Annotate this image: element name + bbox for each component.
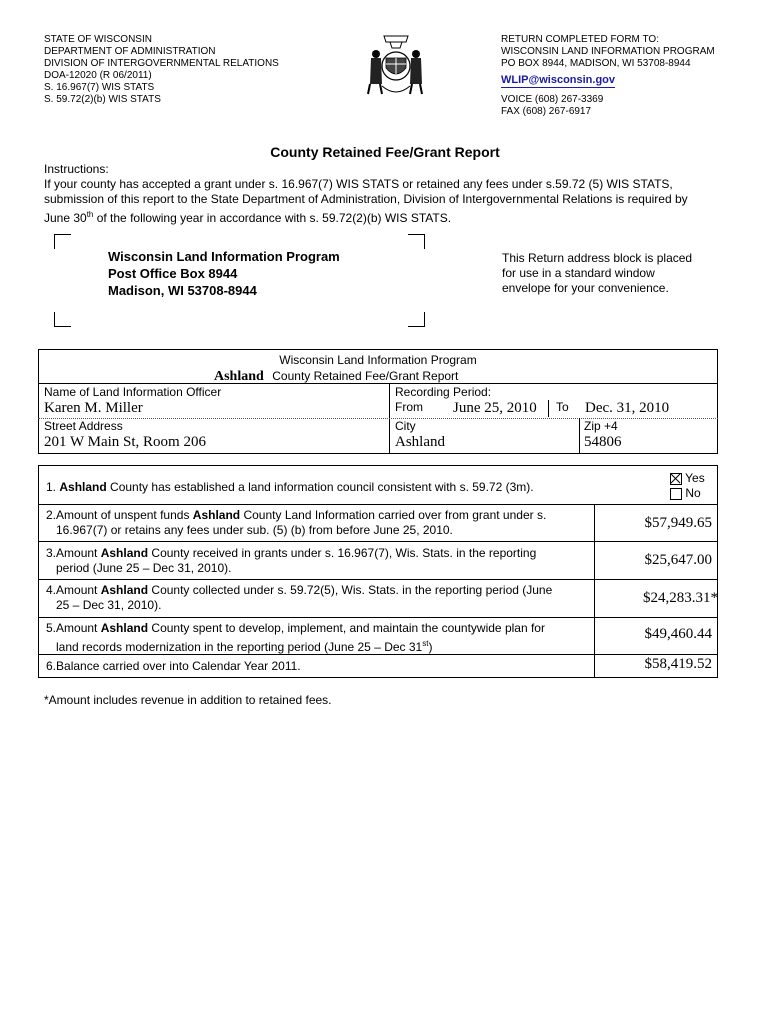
no-label: No xyxy=(685,486,701,500)
page-title: County Retained Fee/Grant Report xyxy=(270,144,500,160)
header-line: S. 59.72(2)(b) WIS STATS xyxy=(44,94,161,105)
question-6 xyxy=(46,659,301,674)
return-to-label: RETURN COMPLETED FORM TO: xyxy=(501,34,659,45)
wisconsin-seal-icon xyxy=(360,28,432,100)
city-label: City xyxy=(395,419,416,433)
yes-option[interactable] xyxy=(670,471,705,485)
instructions-line: If your county has accepted a grant under s. 16.967(7) WIS STATS or retained any fees under s.59.72 (5) WIS STATS, xyxy=(44,177,673,191)
divider xyxy=(38,383,718,384)
fax-number: FAX (608) 267-6917 xyxy=(501,106,592,117)
form-subheading-text: County Retained Fee/Grant Report xyxy=(272,369,459,383)
question-text-suffix: st xyxy=(422,639,429,648)
question-text: Amount xyxy=(56,546,101,560)
county-name: Ashland xyxy=(100,621,149,635)
zip-field[interactable]: 54806 xyxy=(584,434,622,450)
question-number: 3. xyxy=(46,546,57,560)
instructions-line: of the following year in accordance with s. 59.72(2)(b) WIS STATS. xyxy=(93,211,452,225)
question-number: 5. xyxy=(46,621,57,635)
city-field[interactable]: Ashland xyxy=(395,434,445,450)
to-label: To xyxy=(556,400,569,414)
instructions-date-suffix: th xyxy=(86,210,94,219)
address-line: Madison, WI 53708-8944 xyxy=(108,283,257,298)
question-text: County spent to develop, implement, and maintain the countywide plan for xyxy=(148,621,545,635)
divider xyxy=(38,579,718,580)
county-name: Ashland xyxy=(100,546,149,560)
header-line: DIVISION OF INTERGOVERNMENTAL RELATIONS xyxy=(44,58,279,69)
question-number: 1. xyxy=(46,480,57,494)
street-field[interactable]: 201 W Main St, Room 206 xyxy=(44,434,206,450)
envelope-corner-mark xyxy=(54,312,71,327)
question-text: Amount xyxy=(56,621,101,635)
header-line: DEPARTMENT OF ADMINISTRATION xyxy=(44,46,216,57)
note-line: for use in a standard window xyxy=(502,266,655,280)
question-3 xyxy=(46,546,536,576)
amount-field[interactable]: $58,419.52 xyxy=(644,656,712,672)
question-text: period (June 25 – Dec 31, 2010). xyxy=(56,561,232,575)
yes-checkbox[interactable] xyxy=(670,473,682,485)
header-line: STATE OF WISCONSIN xyxy=(44,34,152,45)
amount-field[interactable]: $25,647.00 xyxy=(644,552,712,568)
question-text: County received in grants under s. 16.967(7), Wis. Stats. in the reporting xyxy=(148,546,537,560)
amount-field[interactable]: $49,460.44 xyxy=(644,626,712,642)
amount-field[interactable]: $57,949.65 xyxy=(644,515,712,531)
question-number: 6. xyxy=(46,659,57,673)
divider xyxy=(548,400,549,417)
address-line: Post Office Box 8944 xyxy=(108,266,238,281)
envelope-corner-mark xyxy=(408,234,425,249)
no-option[interactable] xyxy=(670,486,701,500)
question-2 xyxy=(46,508,546,538)
divider xyxy=(38,541,718,542)
mailing-address xyxy=(108,248,340,299)
question-4 xyxy=(46,583,552,613)
county-name: Ashland xyxy=(59,480,107,494)
voice-number: VOICE (608) 267-3369 xyxy=(501,94,604,105)
question-number: 4. xyxy=(46,583,57,597)
officer-label: Name of Land Information Officer xyxy=(44,385,222,399)
email-link[interactable]: WLIP@wisconsin.gov xyxy=(501,74,616,86)
yes-label: Yes xyxy=(685,471,705,485)
po-box: PO BOX 8944, MADISON, WI 53708-8944 xyxy=(501,58,691,69)
question-text: County Land Information carried over from grant under s. xyxy=(240,508,547,522)
question-text: land records modernization in the reporting period (June 25 – Dec 31 xyxy=(56,640,423,654)
question-text: ) xyxy=(428,640,433,654)
footnote: *Amount includes revenue in addition to retained fees. xyxy=(44,693,332,707)
instructions xyxy=(44,162,734,226)
amount-field[interactable]: $24,283.31* xyxy=(643,590,718,606)
county-name: Ashland xyxy=(214,369,264,384)
zip-label: Zip +4 xyxy=(584,419,618,433)
recording-period-label: Recording Period: xyxy=(395,385,492,399)
header-line: S. 16.967(7) WIS STATS xyxy=(44,82,155,93)
question-text: Amount xyxy=(56,583,101,597)
divider xyxy=(579,418,580,454)
question-text: County collected under s. 59.72(5), Wis. Stats. in the reporting period (June xyxy=(148,583,553,597)
question-1 xyxy=(46,480,534,495)
return-to-block xyxy=(501,34,715,118)
question-text: Balance carried over into Calendar Year 2011. xyxy=(56,659,301,673)
instructions-line: submission of this report to the State Department of Administration, Division of Intergovernmental Relations is required by xyxy=(44,192,688,206)
question-text: County has established a land information council consistent with s. 59.72 (3m). xyxy=(106,480,534,494)
note-line: This Return address block is placed xyxy=(502,251,693,265)
divider xyxy=(38,617,718,618)
envelope-note xyxy=(502,251,692,296)
from-date-field[interactable]: June 25, 2010 xyxy=(453,400,537,416)
question-text: 25 – Dec 31, 2010). xyxy=(56,598,162,612)
header-line: DOA-12020 (R 06/2011) xyxy=(44,70,152,81)
no-checkbox[interactable] xyxy=(670,488,682,500)
divider xyxy=(38,504,718,505)
street-label: Street Address xyxy=(44,419,123,433)
to-date-field[interactable]: Dec. 31, 2010 xyxy=(585,400,670,416)
program-name: WISCONSIN LAND INFORMATION PROGRAM xyxy=(501,46,715,57)
agency-header xyxy=(44,34,279,106)
county-name: Ashland xyxy=(192,508,241,522)
instructions-label: Instructions: xyxy=(44,162,109,176)
county-name: Ashland xyxy=(100,583,149,597)
divider xyxy=(594,504,595,678)
from-label: From xyxy=(395,400,423,414)
envelope-corner-mark xyxy=(54,234,71,249)
question-text: 16.967(7) or retains any fees under sub. (5) (b) from before June 25, 2010. xyxy=(56,523,453,537)
question-5 xyxy=(46,621,545,655)
question-text: Amount of unspent funds xyxy=(56,508,193,522)
envelope-corner-mark xyxy=(408,312,425,327)
officer-field[interactable]: Karen M. Miller xyxy=(44,400,143,416)
address-line: Wisconsin Land Information Program xyxy=(108,249,340,264)
instructions-date: June 30 xyxy=(44,211,87,225)
form-heading: Wisconsin Land Information Program xyxy=(279,353,477,367)
divider xyxy=(38,654,718,655)
note-line: envelope for your convenience. xyxy=(502,281,669,295)
question-number: 2. xyxy=(46,508,57,522)
